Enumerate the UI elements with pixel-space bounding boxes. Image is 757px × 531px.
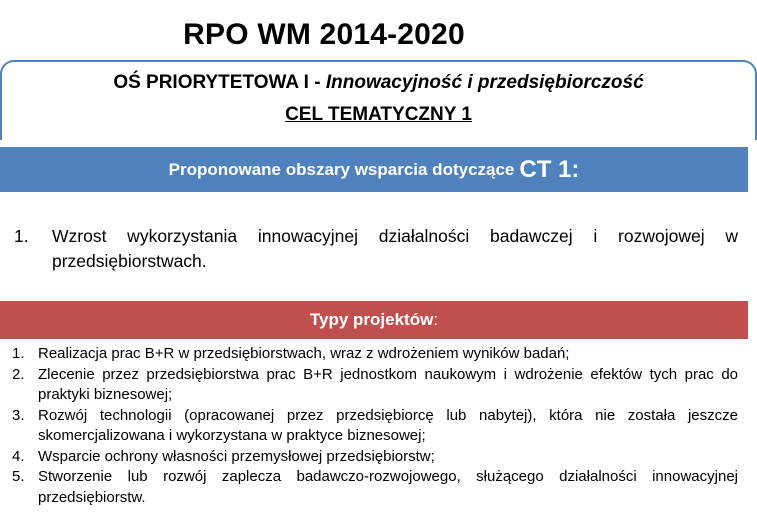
- list-item-number: 2.: [12, 365, 25, 383]
- list-item-text: Wzrost wykorzystania innowacyjnej działalności badawczej i rozwojowej w przedsiębiorstwach.: [52, 226, 738, 271]
- list-item: [12, 344, 738, 365]
- support-areas-list: [14, 224, 738, 274]
- list-item-text: Realizacja prac B+R w przedsiębiorstwach, wraz z wdrożeniem wyników badań;: [38, 345, 570, 362]
- list-item-text: Zlecenie przez przedsiębiorstwa prac B+R jednostkom naukowym i wdrożenie efektów tych prac do praktyki biznesowej;: [38, 365, 738, 403]
- list-item-text: Wsparcie ochrony własności przemysłowej przedsiębiorstw;: [38, 447, 435, 465]
- list-item-number: 5.: [12, 468, 25, 485]
- support-areas-banner-text: Proponowane obszary wsparcia dotyczące: [168, 159, 515, 179]
- list-item: [12, 365, 738, 406]
- slide-title: RPO WM 2014-2020: [183, 18, 465, 51]
- list-item-text: Stworzenie lub rozwój zaplecza badawczo-rozwojowego, służącego działalności innowacyjnej przedsiębiorstw.: [38, 468, 738, 506]
- list-item-number: 4.: [12, 447, 25, 465]
- list-item-number: 1.: [14, 226, 29, 246]
- priority-axis-name: Innowacyjność i przedsiębiorczość: [325, 72, 644, 93]
- list-item: [14, 224, 738, 274]
- list-item: [12, 406, 738, 447]
- project-types-banner: [0, 301, 748, 339]
- thematic-goal: CEL TEMATYCZNY 1: [285, 104, 472, 125]
- priority-axis: [0, 72, 757, 94]
- priority-axis-prefix: OŚ PRIORYTETOWA I -: [113, 72, 326, 93]
- list-item-number: 1.: [12, 345, 25, 362]
- list-item: [12, 467, 738, 508]
- list-item-text: Rozwój technologii (opracowanej przez przedsiębiorcę lub nabytej), która nie została jeszcze skomercjalizowana i wykorzystana w praktyce biznesowej;: [38, 406, 738, 444]
- list-item-number: 3.: [12, 406, 25, 424]
- project-types-list: [12, 344, 738, 508]
- project-types-banner-colon: :: [433, 310, 439, 329]
- support-areas-banner: [0, 147, 748, 192]
- list-item: [12, 447, 738, 468]
- support-areas-banner-code: CT 1:: [519, 155, 580, 183]
- project-types-banner-text: Typy projektów: [309, 310, 434, 329]
